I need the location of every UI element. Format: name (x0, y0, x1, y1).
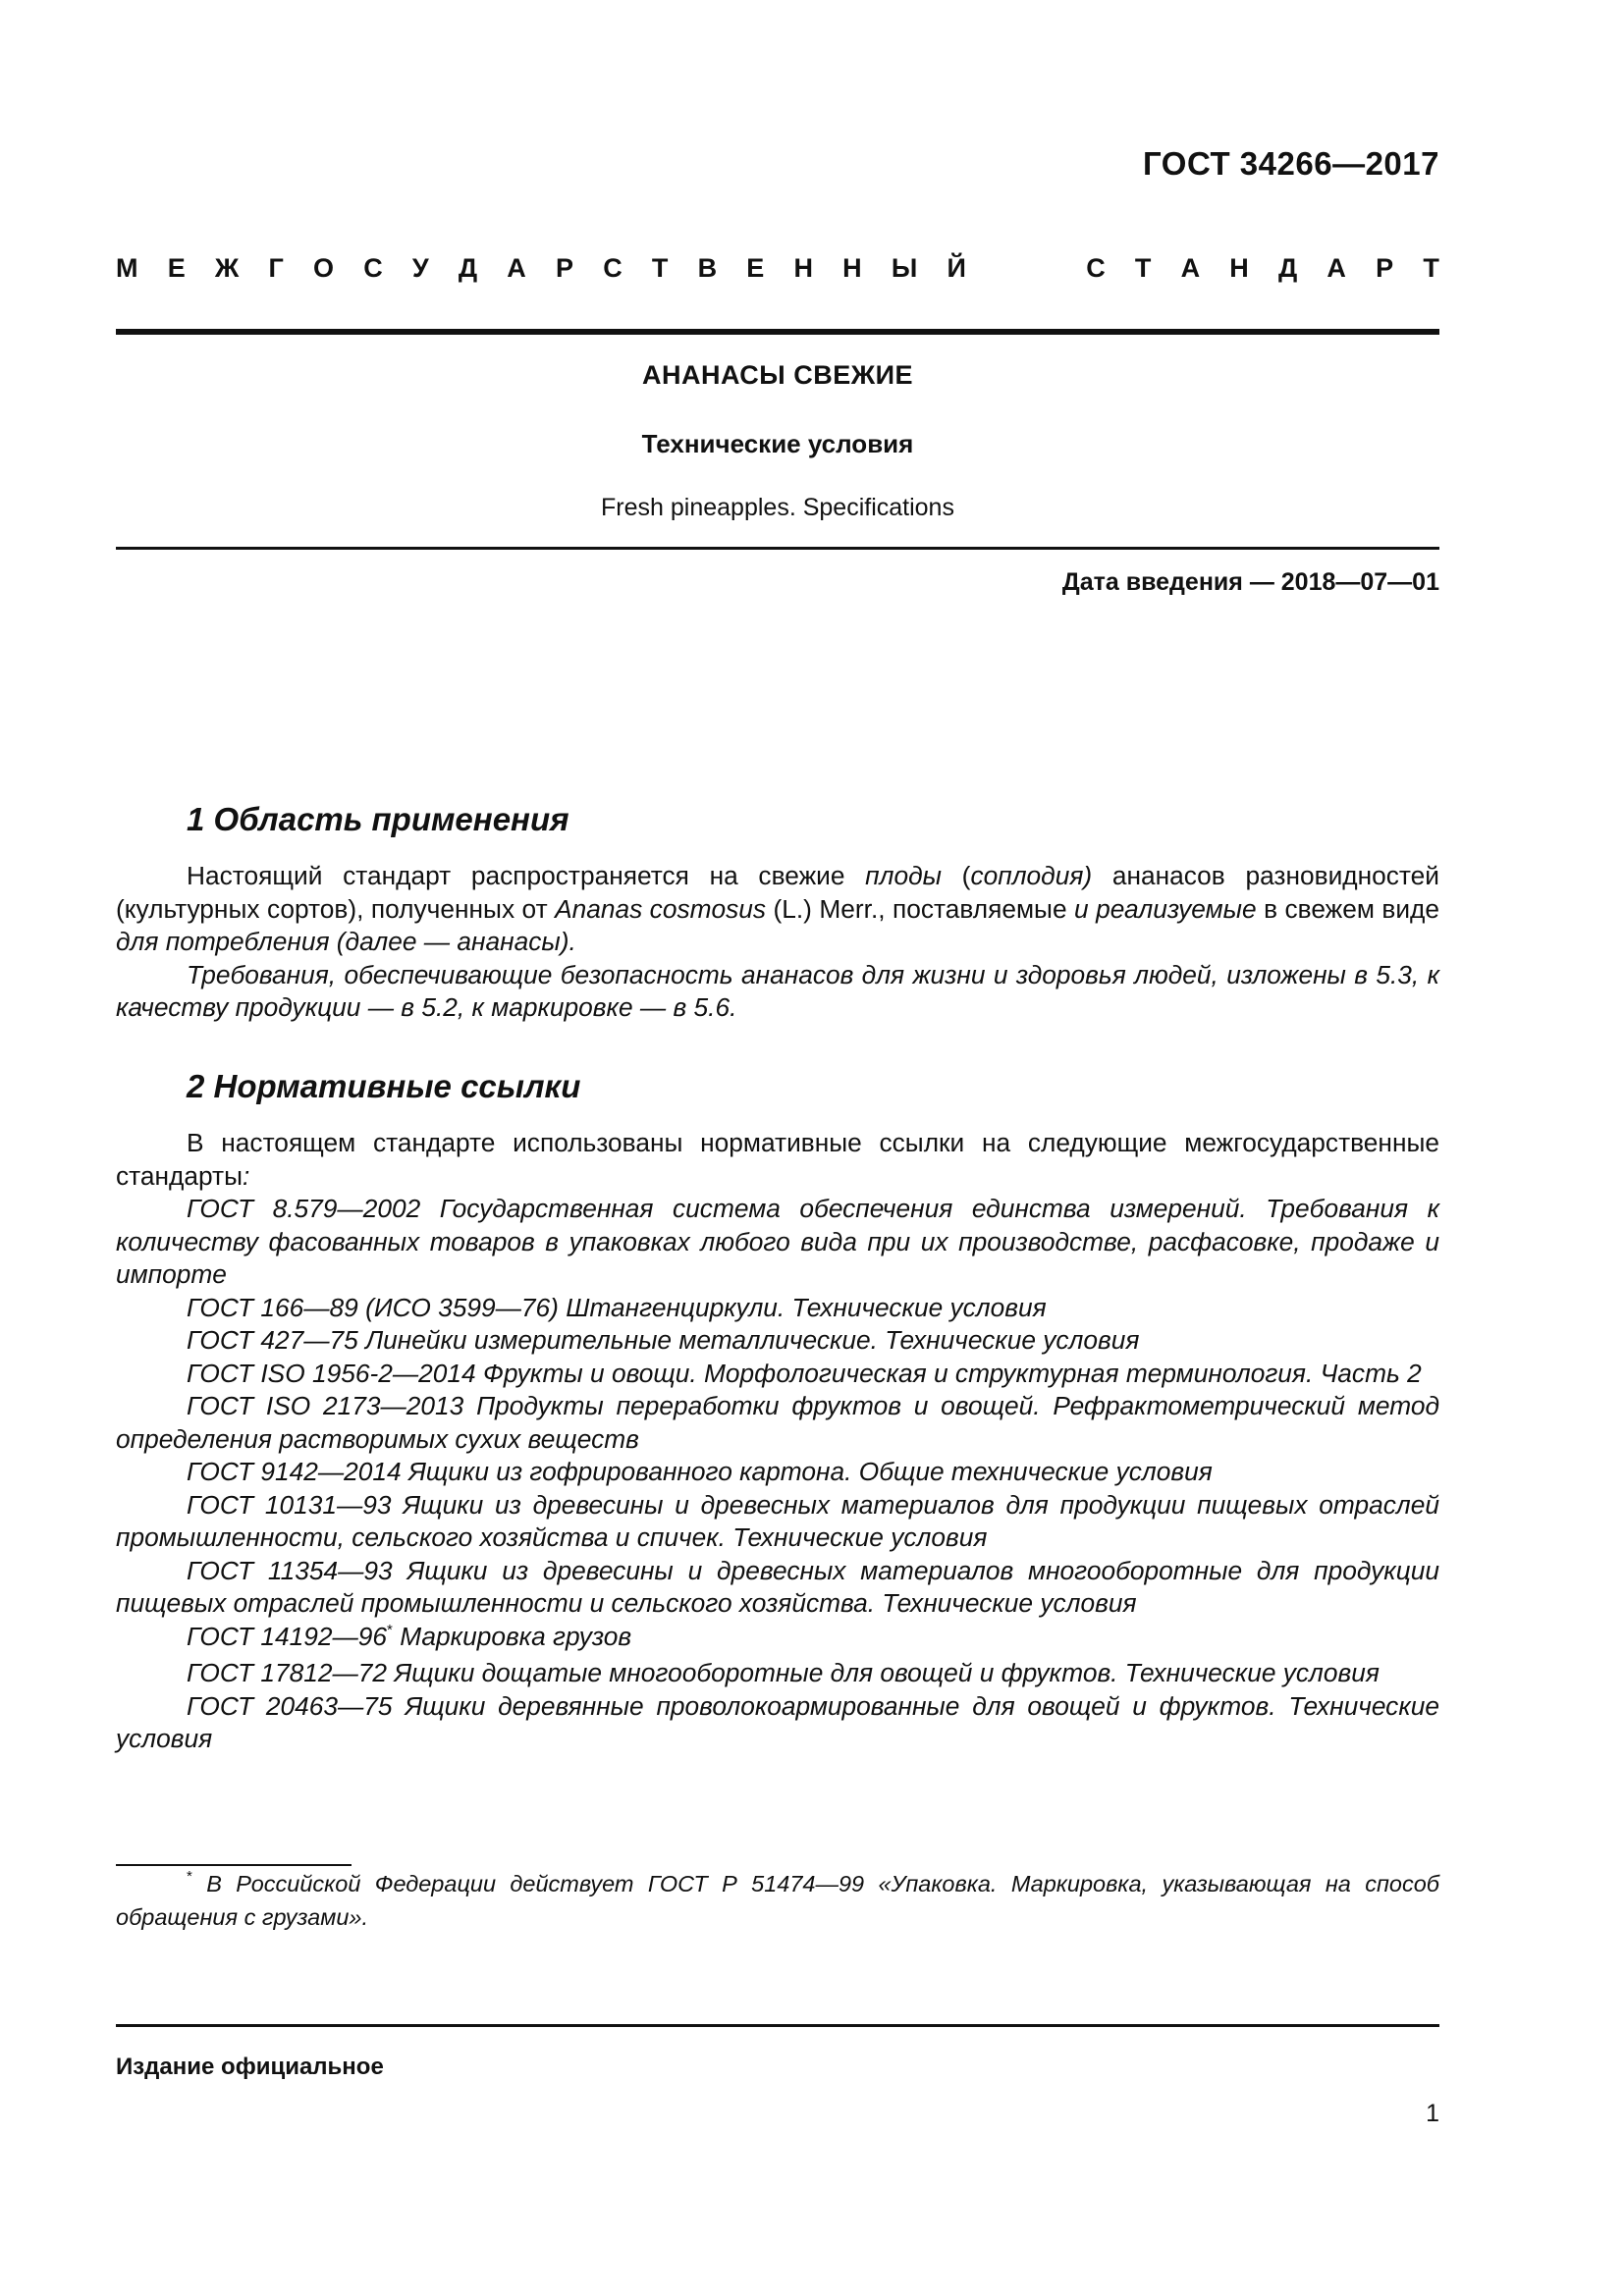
interstate-letter: О (312, 253, 334, 283)
interstate-letter: Ж (214, 253, 240, 283)
section-2-body (116, 1127, 1439, 1756)
word-gap (996, 253, 1056, 284)
reference-item: ГОСТ 11354—93 Ящики из древесины и древесных материалов многооборотные для продукции пищевых отраслей промышленности и сельского хозяйства. Технические условия (116, 1555, 1439, 1618)
standard-letter: Д (1277, 253, 1298, 283)
introduction-date: Дата введения — 2018—07—01 (1061, 568, 1439, 596)
interstate-letter: Н (793, 253, 813, 283)
page-number: 1 (1426, 2100, 1439, 2127)
standard-number: ГОСТ 34266—2017 (1143, 145, 1439, 182)
reference-item: ГОСТ 166—89 (ИСО 3599—76) Штангенциркули. Технические условия (187, 1292, 1047, 1322)
footer-rule (116, 2024, 1439, 2027)
text-run: В настоящем стандарте использованы нормативные ссылки на следующие межгосударственные стандарты (116, 1128, 1439, 1191)
standard-letter: Н (1229, 253, 1249, 283)
standard-letter: Р (1376, 253, 1394, 283)
reference-item: ГОСТ 8.579—2002 Государственная система обеспечения единства измерений. Требования к количеству фасованных товаров в упаковках любого вида при их производстве, расфасовке, продаже и импорте (116, 1194, 1439, 1289)
interstate-letter: М (116, 253, 138, 283)
interstate-letter: Й (947, 253, 966, 283)
text-run: : (243, 1160, 250, 1191)
section-1-body (116, 860, 1439, 1025)
reference-item: ГОСТ 20463—75 Ящики деревянные проволокоармированные для овощей и фруктов. Технические условия (116, 1690, 1439, 1753)
text-run: В Российской Федерации действует ГОСТ Р 51474—99 «Упаковка. Маркировка, указывающая на способ обращения с грузами». (116, 1871, 1439, 1930)
interstate-letter: А (507, 253, 526, 283)
interstate-letter: Д (458, 253, 478, 283)
english-title: Fresh pineapples. Specifications (601, 494, 954, 521)
interstate-letter: С (603, 253, 623, 283)
text-run: (L.) Merr., поставляемые (766, 893, 1075, 924)
standard-letter: Т (1423, 253, 1439, 283)
footnote-marker: * (387, 1621, 393, 1638)
footnote-text (116, 1869, 1439, 1932)
standard-letter: Т (1134, 253, 1152, 283)
text-run: в свежем виде (1256, 893, 1440, 924)
text-run: ( (941, 861, 971, 890)
interstate-letter: Т (651, 253, 669, 283)
latin-name: Ananas cosmosus (555, 893, 767, 924)
interstate-letter: Е (167, 253, 186, 283)
reference-item: ГОСТ 427—75 Линейки измерительные металлические. Технические условия (187, 1325, 1140, 1355)
standard-letter: А (1326, 253, 1346, 283)
paragraph: Требования, обеспечивающие безопасность ананасов для жизни и здоровья людей, изложены в 5.3, к качеству продукции — в 5.2, к маркировке — в 5.6. (116, 959, 1439, 1022)
interstate-letter: С (363, 253, 383, 283)
interstate-letter: Г (268, 253, 284, 283)
text-run: для потребления (далее — ананасы). (116, 927, 576, 956)
interstate-letter: В (697, 253, 718, 283)
document-subtitle: Технические условия (641, 429, 914, 458)
reference-code: ГОСТ 14192—96 (187, 1621, 388, 1651)
interstate-letter: Ы (891, 253, 918, 283)
text-run: Настоящий стандарт распространяется на свежие (187, 861, 866, 890)
document-title: АНАНАСЫ СВЕЖИЕ (641, 360, 914, 390)
interstate-letter: Р (555, 253, 573, 283)
reference-item: ГОСТ 10131—93 Ящики из древесины и древесных материалов для продукции пищевых отраслей промышленности, сельского хозяйства и спичек. Технические условия (116, 1489, 1439, 1552)
paragraph (116, 1127, 1439, 1193)
interstate-standard-heading (116, 253, 1439, 284)
footnote (116, 1869, 1439, 1932)
standard-letter: С (1086, 253, 1106, 283)
paragraph (116, 860, 1439, 959)
header-rule (116, 329, 1439, 335)
edition-label: Издание официальное (116, 2054, 384, 2080)
text-run: соплодия) (970, 861, 1093, 890)
interstate-letter: У (411, 253, 429, 283)
reference-item: ГОСТ ISO 1956-2—2014 Фрукты и овощи. Морфологическая и структурная терминология. Часть 2 (187, 1358, 1422, 1388)
footnote-rule (116, 1864, 352, 1866)
reference-item (116, 1621, 1439, 1658)
interstate-letter: Н (842, 253, 862, 283)
section-2-heading: 2 Нормативные ссылки (187, 1068, 581, 1104)
section-1-heading: 1 Область применения (187, 801, 569, 837)
interstate-letter: Е (746, 253, 765, 283)
text-run: плоды (865, 861, 942, 890)
title-rule (116, 547, 1439, 550)
text-run: и реализуемые (1074, 893, 1257, 924)
footnote-marker: * (187, 1868, 192, 1885)
reference-title: Маркировка грузов (392, 1621, 632, 1651)
text-run: ананасов разновидностей (культурных сортов), полученных от (116, 861, 1439, 924)
reference-item: ГОСТ ISO 2173—2013 Продукты переработки фруктов и овощей. Рефрактометрический метод определения растворимых сухих веществ (116, 1391, 1439, 1454)
reference-item: ГОСТ 9142—2014 Ящики из гофрированного картона. Общие технические условия (187, 1457, 1213, 1486)
standard-letter: А (1180, 253, 1201, 283)
reference-item: ГОСТ 17812—72 Ящики дощатые многооборотные для овощей и фруктов. Технические условия (187, 1658, 1380, 1687)
